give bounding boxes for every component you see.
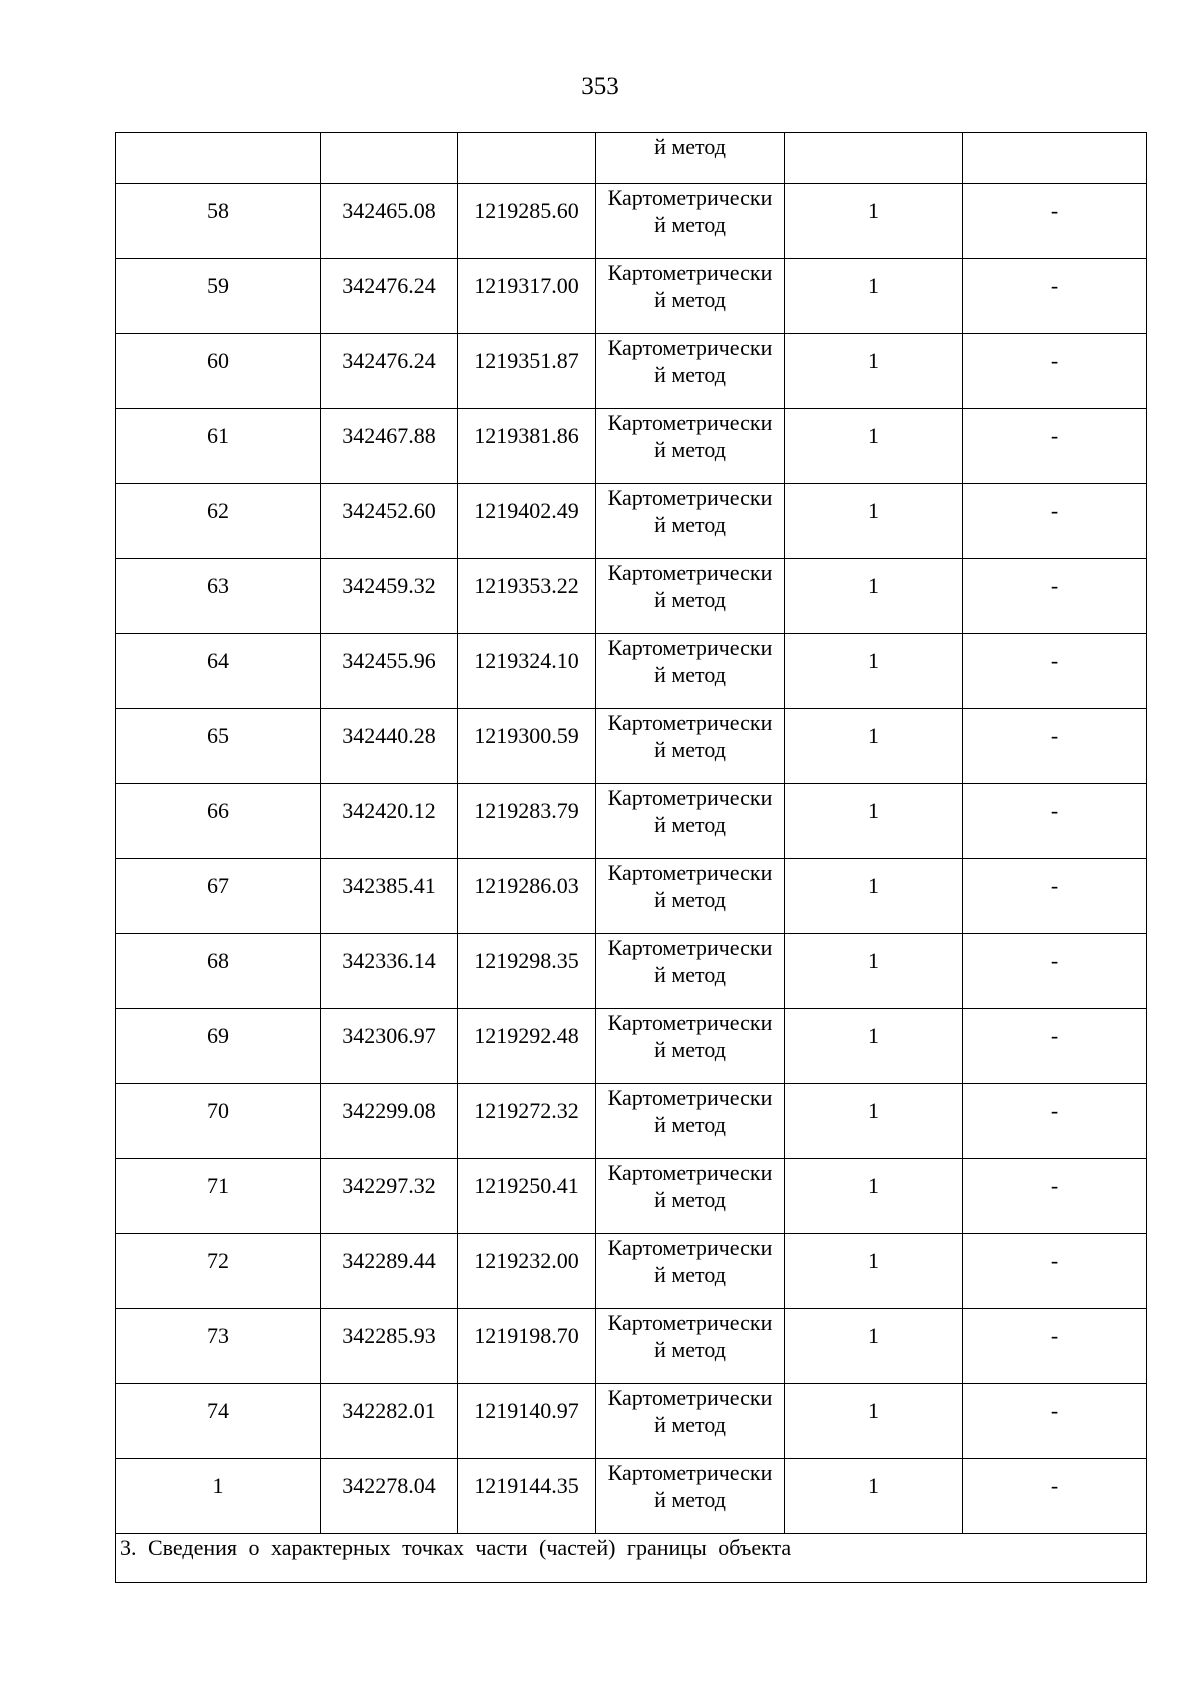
cell-precision: 1	[785, 1309, 963, 1384]
cell-note	[963, 133, 1147, 184]
continuation-row	[116, 133, 1147, 184]
table-row	[116, 1459, 1147, 1534]
cell-y: 1219317.00	[458, 259, 596, 334]
cell-method	[596, 709, 785, 784]
method-line-2: й метод	[654, 1037, 726, 1062]
cell-x: 342420.12	[321, 784, 458, 859]
cell-point: 65	[116, 709, 321, 784]
cell-method	[596, 934, 785, 1009]
cell-x: 342385.41	[321, 859, 458, 934]
cell-method	[596, 859, 785, 934]
cell-y: 1219402.49	[458, 484, 596, 559]
section-heading: 3. Сведения о характерных точках части (частей) границы объекта	[116, 1534, 1147, 1583]
cell-precision: 1	[785, 559, 963, 634]
cell-x: 342306.97	[321, 1009, 458, 1084]
cell-method	[596, 1234, 785, 1309]
cell-note: -	[963, 934, 1147, 1009]
method-line-1: Картометрически	[607, 860, 773, 885]
cell-method	[596, 1009, 785, 1084]
method-line-1: Картометрически	[607, 1460, 773, 1485]
method-line-2: й метод	[654, 512, 726, 537]
cell-point: 60	[116, 334, 321, 409]
cell-point: 1	[116, 1459, 321, 1534]
cell-note: -	[963, 634, 1147, 709]
cell-point: 63	[116, 559, 321, 634]
method-line-1: Картометрически	[607, 635, 773, 660]
cell-precision: 1	[785, 859, 963, 934]
table-row	[116, 934, 1147, 1009]
table-row	[116, 784, 1147, 859]
method-line-2: й метод	[654, 1412, 726, 1437]
cell-note: -	[963, 559, 1147, 634]
cell-method	[596, 1459, 785, 1534]
cell-y: 1219298.35	[458, 934, 596, 1009]
method-line-2: й метод	[654, 812, 726, 837]
method-line-2: й метод	[654, 1487, 726, 1512]
method-line-1: Картометрически	[607, 785, 773, 810]
cell-y: 1219283.79	[458, 784, 596, 859]
section-heading-row	[116, 1534, 1147, 1583]
cell-x: 342452.60	[321, 484, 458, 559]
cell-point: 69	[116, 1009, 321, 1084]
cell-precision	[785, 133, 963, 184]
cell-x	[321, 133, 458, 184]
cell-method	[596, 1309, 785, 1384]
cell-note: -	[963, 1159, 1147, 1234]
page-number: 353	[581, 73, 619, 100]
cell-note: -	[963, 259, 1147, 334]
cell-note: -	[963, 184, 1147, 259]
cell-x: 342476.24	[321, 334, 458, 409]
cell-precision: 1	[785, 634, 963, 709]
method-line-1: Картометрически	[607, 410, 773, 435]
cell-note: -	[963, 784, 1147, 859]
cell-point: 74	[116, 1384, 321, 1459]
coordinates-table-body	[116, 133, 1147, 1534]
method-line-1: Картометрически	[607, 1010, 773, 1035]
cell-precision: 1	[785, 1234, 963, 1309]
cell-point: 72	[116, 1234, 321, 1309]
cell-precision: 1	[785, 334, 963, 409]
cell-method	[596, 484, 785, 559]
cell-method	[596, 559, 785, 634]
cell-y: 1219140.97	[458, 1384, 596, 1459]
cell-precision: 1	[785, 409, 963, 484]
cell-x: 342289.44	[321, 1234, 458, 1309]
cell-point: 64	[116, 634, 321, 709]
cell-method	[596, 634, 785, 709]
cell-point: 73	[116, 1309, 321, 1384]
cell-method	[596, 784, 785, 859]
cell-point: 58	[116, 184, 321, 259]
method-line-1: Картометрически	[607, 485, 773, 510]
cell-note: -	[963, 1009, 1147, 1084]
cell-y: 1219353.22	[458, 559, 596, 634]
method-line-1: Картометрически	[607, 1385, 773, 1410]
table-row	[116, 1009, 1147, 1084]
table-row	[116, 1084, 1147, 1159]
cell-method	[596, 1084, 785, 1159]
cell-precision: 1	[785, 1459, 963, 1534]
cell-note: -	[963, 1459, 1147, 1534]
cell-note: -	[963, 1384, 1147, 1459]
method-line-1: Картометрически	[607, 935, 773, 960]
cell-precision: 1	[785, 934, 963, 1009]
cell-note: -	[963, 1234, 1147, 1309]
cell-precision: 1	[785, 184, 963, 259]
cell-point: 68	[116, 934, 321, 1009]
table-row	[116, 259, 1147, 334]
cell-precision: 1	[785, 484, 963, 559]
cell-y: 1219292.48	[458, 1009, 596, 1084]
cell-x: 342278.04	[321, 1459, 458, 1534]
cell-method	[596, 259, 785, 334]
table-row	[116, 1309, 1147, 1384]
method-line-2: й метод	[654, 962, 726, 987]
cell-note: -	[963, 409, 1147, 484]
cell-y: 1219285.60	[458, 184, 596, 259]
method-line-2: й метод	[654, 887, 726, 912]
cell-method	[596, 1384, 785, 1459]
cell-precision: 1	[785, 1159, 963, 1234]
method-line-1: Картометрически	[607, 260, 773, 285]
cell-note: -	[963, 709, 1147, 784]
table-row	[116, 1384, 1147, 1459]
method-line-2: й метод	[654, 1187, 726, 1212]
method-line-1: Картометрически	[607, 1160, 773, 1185]
table-row	[116, 409, 1147, 484]
cell-method	[596, 184, 785, 259]
cell-x: 342467.88	[321, 409, 458, 484]
method-line-1: Картометрически	[607, 1085, 773, 1110]
table-row	[116, 184, 1147, 259]
table-row	[116, 634, 1147, 709]
method-line-1: Картометрически	[607, 1235, 773, 1260]
cell-precision: 1	[785, 784, 963, 859]
cell-y: 1219250.41	[458, 1159, 596, 1234]
cell-y: 1219232.00	[458, 1234, 596, 1309]
cell-y: 1219286.03	[458, 859, 596, 934]
table-row	[116, 859, 1147, 934]
cell-precision: 1	[785, 1384, 963, 1459]
cell-point: 71	[116, 1159, 321, 1234]
cell-note: -	[963, 334, 1147, 409]
method-line-2: й метод	[654, 287, 726, 312]
cell-x: 342465.08	[321, 184, 458, 259]
method-line-1: Картометрически	[607, 335, 773, 360]
table-row	[116, 1234, 1147, 1309]
method-line-2: й метод	[654, 212, 726, 237]
cell-x: 342455.96	[321, 634, 458, 709]
cell-y	[458, 133, 596, 184]
cell-note: -	[963, 1309, 1147, 1384]
table-row	[116, 559, 1147, 634]
table-row	[116, 1159, 1147, 1234]
cell-note: -	[963, 484, 1147, 559]
method-line-2: й метод	[654, 587, 726, 612]
cell-method	[596, 409, 785, 484]
cell-note: -	[963, 859, 1147, 934]
method-line-1: Картометрически	[607, 185, 773, 210]
cell-point: 59	[116, 259, 321, 334]
cell-y: 1219381.86	[458, 409, 596, 484]
cell-point	[116, 133, 321, 184]
cell-note: -	[963, 1084, 1147, 1159]
cell-point: 66	[116, 784, 321, 859]
method-line-2: й метод	[654, 737, 726, 762]
cell-x: 342297.32	[321, 1159, 458, 1234]
table-row	[116, 334, 1147, 409]
cell-precision: 1	[785, 1009, 963, 1084]
cell-y: 1219300.59	[458, 709, 596, 784]
method-line-1: Картометрически	[607, 560, 773, 585]
cell-method: й метод	[596, 133, 785, 184]
cell-y: 1219324.10	[458, 634, 596, 709]
method-line-2: й метод	[654, 362, 726, 387]
cell-x: 342440.28	[321, 709, 458, 784]
cell-x: 342282.01	[321, 1384, 458, 1459]
method-line-2: й метод	[654, 437, 726, 462]
cell-point: 61	[116, 409, 321, 484]
cell-x: 342285.93	[321, 1309, 458, 1384]
cell-point: 70	[116, 1084, 321, 1159]
cell-point: 62	[116, 484, 321, 559]
cell-x: 342336.14	[321, 934, 458, 1009]
coordinates-table	[115, 132, 1147, 1583]
table-row	[116, 484, 1147, 559]
cell-x: 342459.32	[321, 559, 458, 634]
cell-y: 1219351.87	[458, 334, 596, 409]
method-line-1: Картометрически	[607, 710, 773, 735]
cell-y: 1219198.70	[458, 1309, 596, 1384]
cell-precision: 1	[785, 259, 963, 334]
cell-y: 1219272.32	[458, 1084, 596, 1159]
cell-method	[596, 334, 785, 409]
method-line-1: Картометрически	[607, 1310, 773, 1335]
cell-method	[596, 1159, 785, 1234]
cell-point: 67	[116, 859, 321, 934]
method-line-2: й метод	[654, 662, 726, 687]
method-line-2: й метод	[654, 1262, 726, 1287]
cell-x: 342476.24	[321, 259, 458, 334]
method-line-2: й метод	[654, 1112, 726, 1137]
cell-x: 342299.08	[321, 1084, 458, 1159]
cell-precision: 1	[785, 1084, 963, 1159]
cell-y: 1219144.35	[458, 1459, 596, 1534]
cell-precision: 1	[785, 709, 963, 784]
table-row	[116, 709, 1147, 784]
method-line-2: й метод	[654, 1337, 726, 1362]
